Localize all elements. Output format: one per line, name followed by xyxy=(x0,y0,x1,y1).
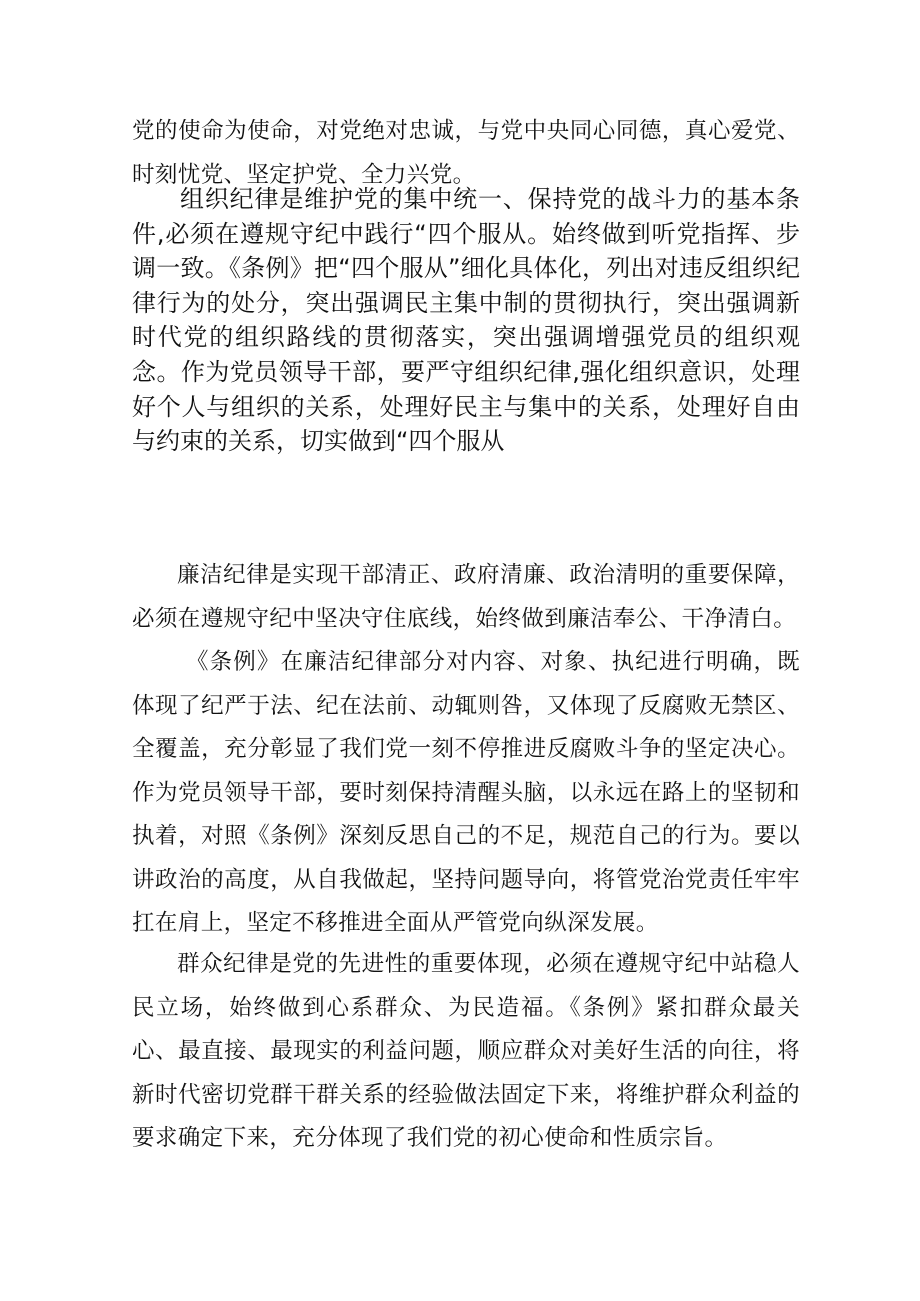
paragraph-organizational-discipline: 组织纪律是维护党的集中统一、保持党的战斗力的基本条件,必须在遵规守纪中践行“四个服从。始终做到听党指挥、步调一致。《条例》把“四个服从”细化具体化，列出对违反组织纪律行为的处分，突出强调民主集中制的贯彻执行，突出强调新时代党的组织路线的贯彻落实，突出强调增强党员的组织观念。作为党员领导干部，要严守组织纪律,强化组织意识，处理好个人与组织的关系，处理好民主与集中的关系，处理好自由与约束的关系，切实做到“四个服从 xyxy=(132,185,800,456)
paragraph-party-loyalty: 党的使命为使命，对党绝对忠诚，与党中央同心同德，真心爱党、时刻忧党、坚定护党、全力兴党。 xyxy=(132,118,800,188)
paragraph-regulations-integrity: 《条例》在廉洁纪律部分对内容、对象、执纪进行明确，既体现了纪严于法、纪在法前、动辄则咎，又体现了反腐败无禁区、全覆盖，充分彰显了我们党一刻不停推进反腐败斗争的坚定决心。作为党员领导干部，要时刻保持清醒头脑，以永远在路上的坚韧和执着，对照《条例》深刻反思自己的不足，规范自己的行为。要以讲政治的高度，从自我做起，坚持问题导向，将管党治党责任牢牢扛在肩上，坚定不移推进全面从严管党向纵深发展。 xyxy=(132,649,800,936)
paragraph-mass-discipline: 群众纪律是党的先进性的重要体现，必须在遵规守纪中站稳人民立场，始终做到心系群众、为民造福。《条例》紧扣群众最关心、最直接、最现实的利益问题，顺应群众对美好生活的向往，将新时代密切党群干群关系的经验做法固定下来，将维护群众利益的要求确定下来，充分体现了我们党的初心使命和性质宗旨。 xyxy=(132,951,800,1151)
paragraph-integrity-discipline: 廉洁纪律是实现干部清正、政府清廉、政治清明的重要保障，必须在遵规守纪中坚决守住底线，始终做到廉洁奉公、干净清白。 xyxy=(132,562,800,632)
